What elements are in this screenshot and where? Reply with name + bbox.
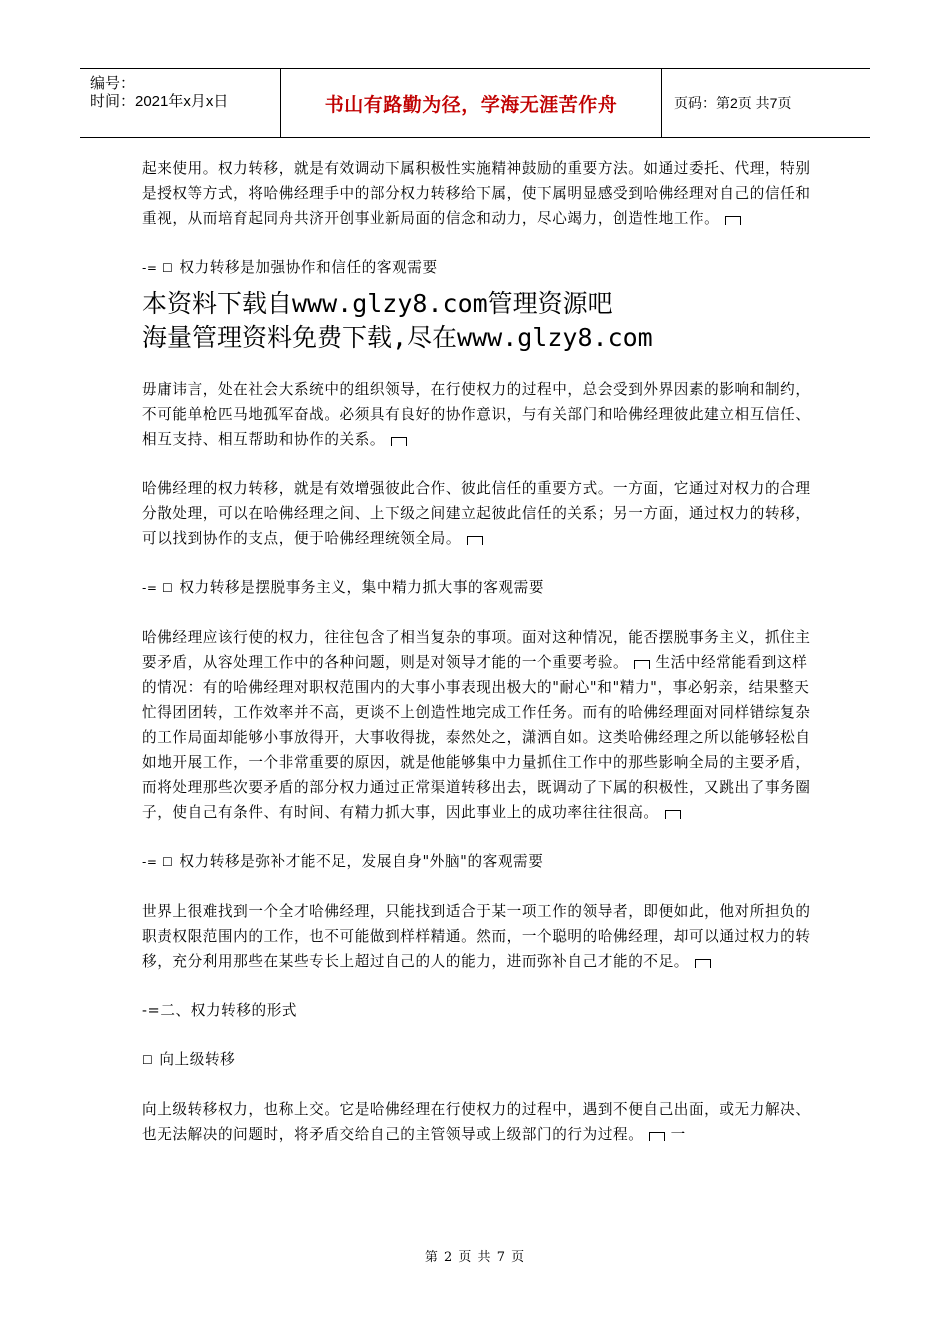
paragraph: 哈佛经理的权力转移，就是有效增强彼此合作、彼此信任的重要方式。一方面，它通过对权力的合理分散处理，可以在哈佛经理之间、上下级之间建立起彼此信任的关系；另一方面，通过权力的转移，可以找到协作的支点，便于哈佛经理统领全局。 bbox=[142, 480, 811, 547]
paragraph-mark-icon bbox=[649, 1132, 665, 1141]
paragraph-mark-icon bbox=[665, 810, 681, 819]
section-heading: -= ☐ 权力转移是弥补才能不足，发展自身"外脑"的客观需要 bbox=[142, 853, 544, 870]
header-motto-cell bbox=[281, 69, 662, 137]
paragraph: 向上级转移权力，也称上交。它是哈佛经理在行使权力的过程中，遇到不便自己出面，或无力解决、也无法解决的问题时，将矛盾交给自己的主管领导或上级部门的行为过程。 一 bbox=[142, 1101, 811, 1143]
section-heading: -=二、权力转移的形式 bbox=[142, 1002, 298, 1019]
paragraph-mark-icon bbox=[725, 216, 741, 225]
section-heading: -= ☐ 权力转移是加强协作和信任的客观需要 bbox=[142, 259, 438, 276]
header-page-info: 页码：第2页 共7页 bbox=[674, 95, 792, 111]
section-heading: -= ☐ 权力转移是摆脱事务主义，集中精力抓大事的客观需要 bbox=[142, 579, 545, 596]
checkbox-bullet-icon: -= ☐ bbox=[142, 261, 174, 275]
header-meta-cell bbox=[80, 69, 281, 137]
promo-line-2: 海量管理资料免费下载,尽在www.glzy8.com bbox=[142, 323, 653, 352]
checkbox-bullet-icon: ☐ bbox=[142, 1053, 154, 1067]
promo-banner bbox=[142, 287, 814, 355]
motto-text: 书山有路勤为径，学海无涯苦作舟 bbox=[324, 93, 618, 116]
page-footer: 第 2 页 共 7 页 bbox=[424, 1250, 526, 1265]
paragraph-mark-icon bbox=[391, 437, 407, 446]
checkbox-bullet-icon: -= ☐ bbox=[142, 581, 174, 595]
paragraph: 哈佛经理应该行使的权力，往往包含了相当复杂的事项。面对这种情况，能否摆脱事务主义，抓住主要矛盾，从容处理工作中的各种问题，则是对领导才能的一个重要考验。 生活中经常能看到这样的情况：有的哈佛经理对职权范围内的大事小事表现出极大的"耐心"和"精力"，事必躬亲，结果整天忙得团团转，工作效率并不高，更谈不上创造性地完成工作任务。而有的哈佛经理面对同样错综复杂的工作局面却能够小事放得开，大事收得拢，泰然处之，潇洒自如。这类哈佛经理之所以能够轻松自如地开展工作，一个非常重要的原因，就是他能够集中力量抓住工作中的那些影响全局的主要矛盾，而将处理那些次要矛盾的部分权力通过正常渠道转移出去，既调动了下属的积极性，又跳出了事务圈子，使自己有条件、有时间、有精力抓大事，因此事业上的成功率往往很高。 bbox=[142, 629, 811, 821]
sub-heading: ☐ 向上级转移 bbox=[142, 1051, 236, 1068]
document-body bbox=[142, 156, 814, 1147]
paragraph: 世界上很难找到一个全才哈佛经理，只能找到适合于某一项工作的领导者，即便如此，他对所担负的职责权限范围内的工作，也不可能做到样样精通。然而，一个聪明的哈佛经理，却可以通过权力的转移，充分利用那些在某些专长上超过自己的人的能力，进而弥补自己才能的不足。 bbox=[142, 903, 811, 970]
date-line: 时间：2021年x月x日 bbox=[90, 93, 229, 110]
paragraph: 毋庸讳言，处在社会大系统中的组织领导，在行使权力的过程中，总会受到外界因素的影响和制约，不可能单枪匹马地孤军奋战。必须具有良好的协作意识，与有关部门和哈佛经理彼此建立相互信任、相互支持、相互帮助和协作的关系。 bbox=[142, 381, 811, 448]
page-header bbox=[80, 68, 870, 138]
paragraph: 起来使用。权力转移，就是有效调动下属积极性实施精神鼓励的重要方法。如通过委托、代理，特别是授权等方式，将哈佛经理手中的部分权力转移给下属，使下属明显感受到哈佛经理对自己的信任和重视，从而培育起同舟共济开创事业新局面的信念和动力，尽心竭力，创造性地工作。 bbox=[142, 160, 811, 227]
paragraph-mark-icon bbox=[467, 536, 483, 545]
paragraph-mark-icon bbox=[634, 660, 650, 669]
paragraph-mark-icon bbox=[695, 959, 711, 968]
promo-line-1: 本资料下载自www.glzy8.com管理资源吧 bbox=[142, 289, 613, 318]
number-label: 编号： bbox=[90, 75, 136, 92]
checkbox-bullet-icon: -= ☐ bbox=[142, 855, 174, 869]
